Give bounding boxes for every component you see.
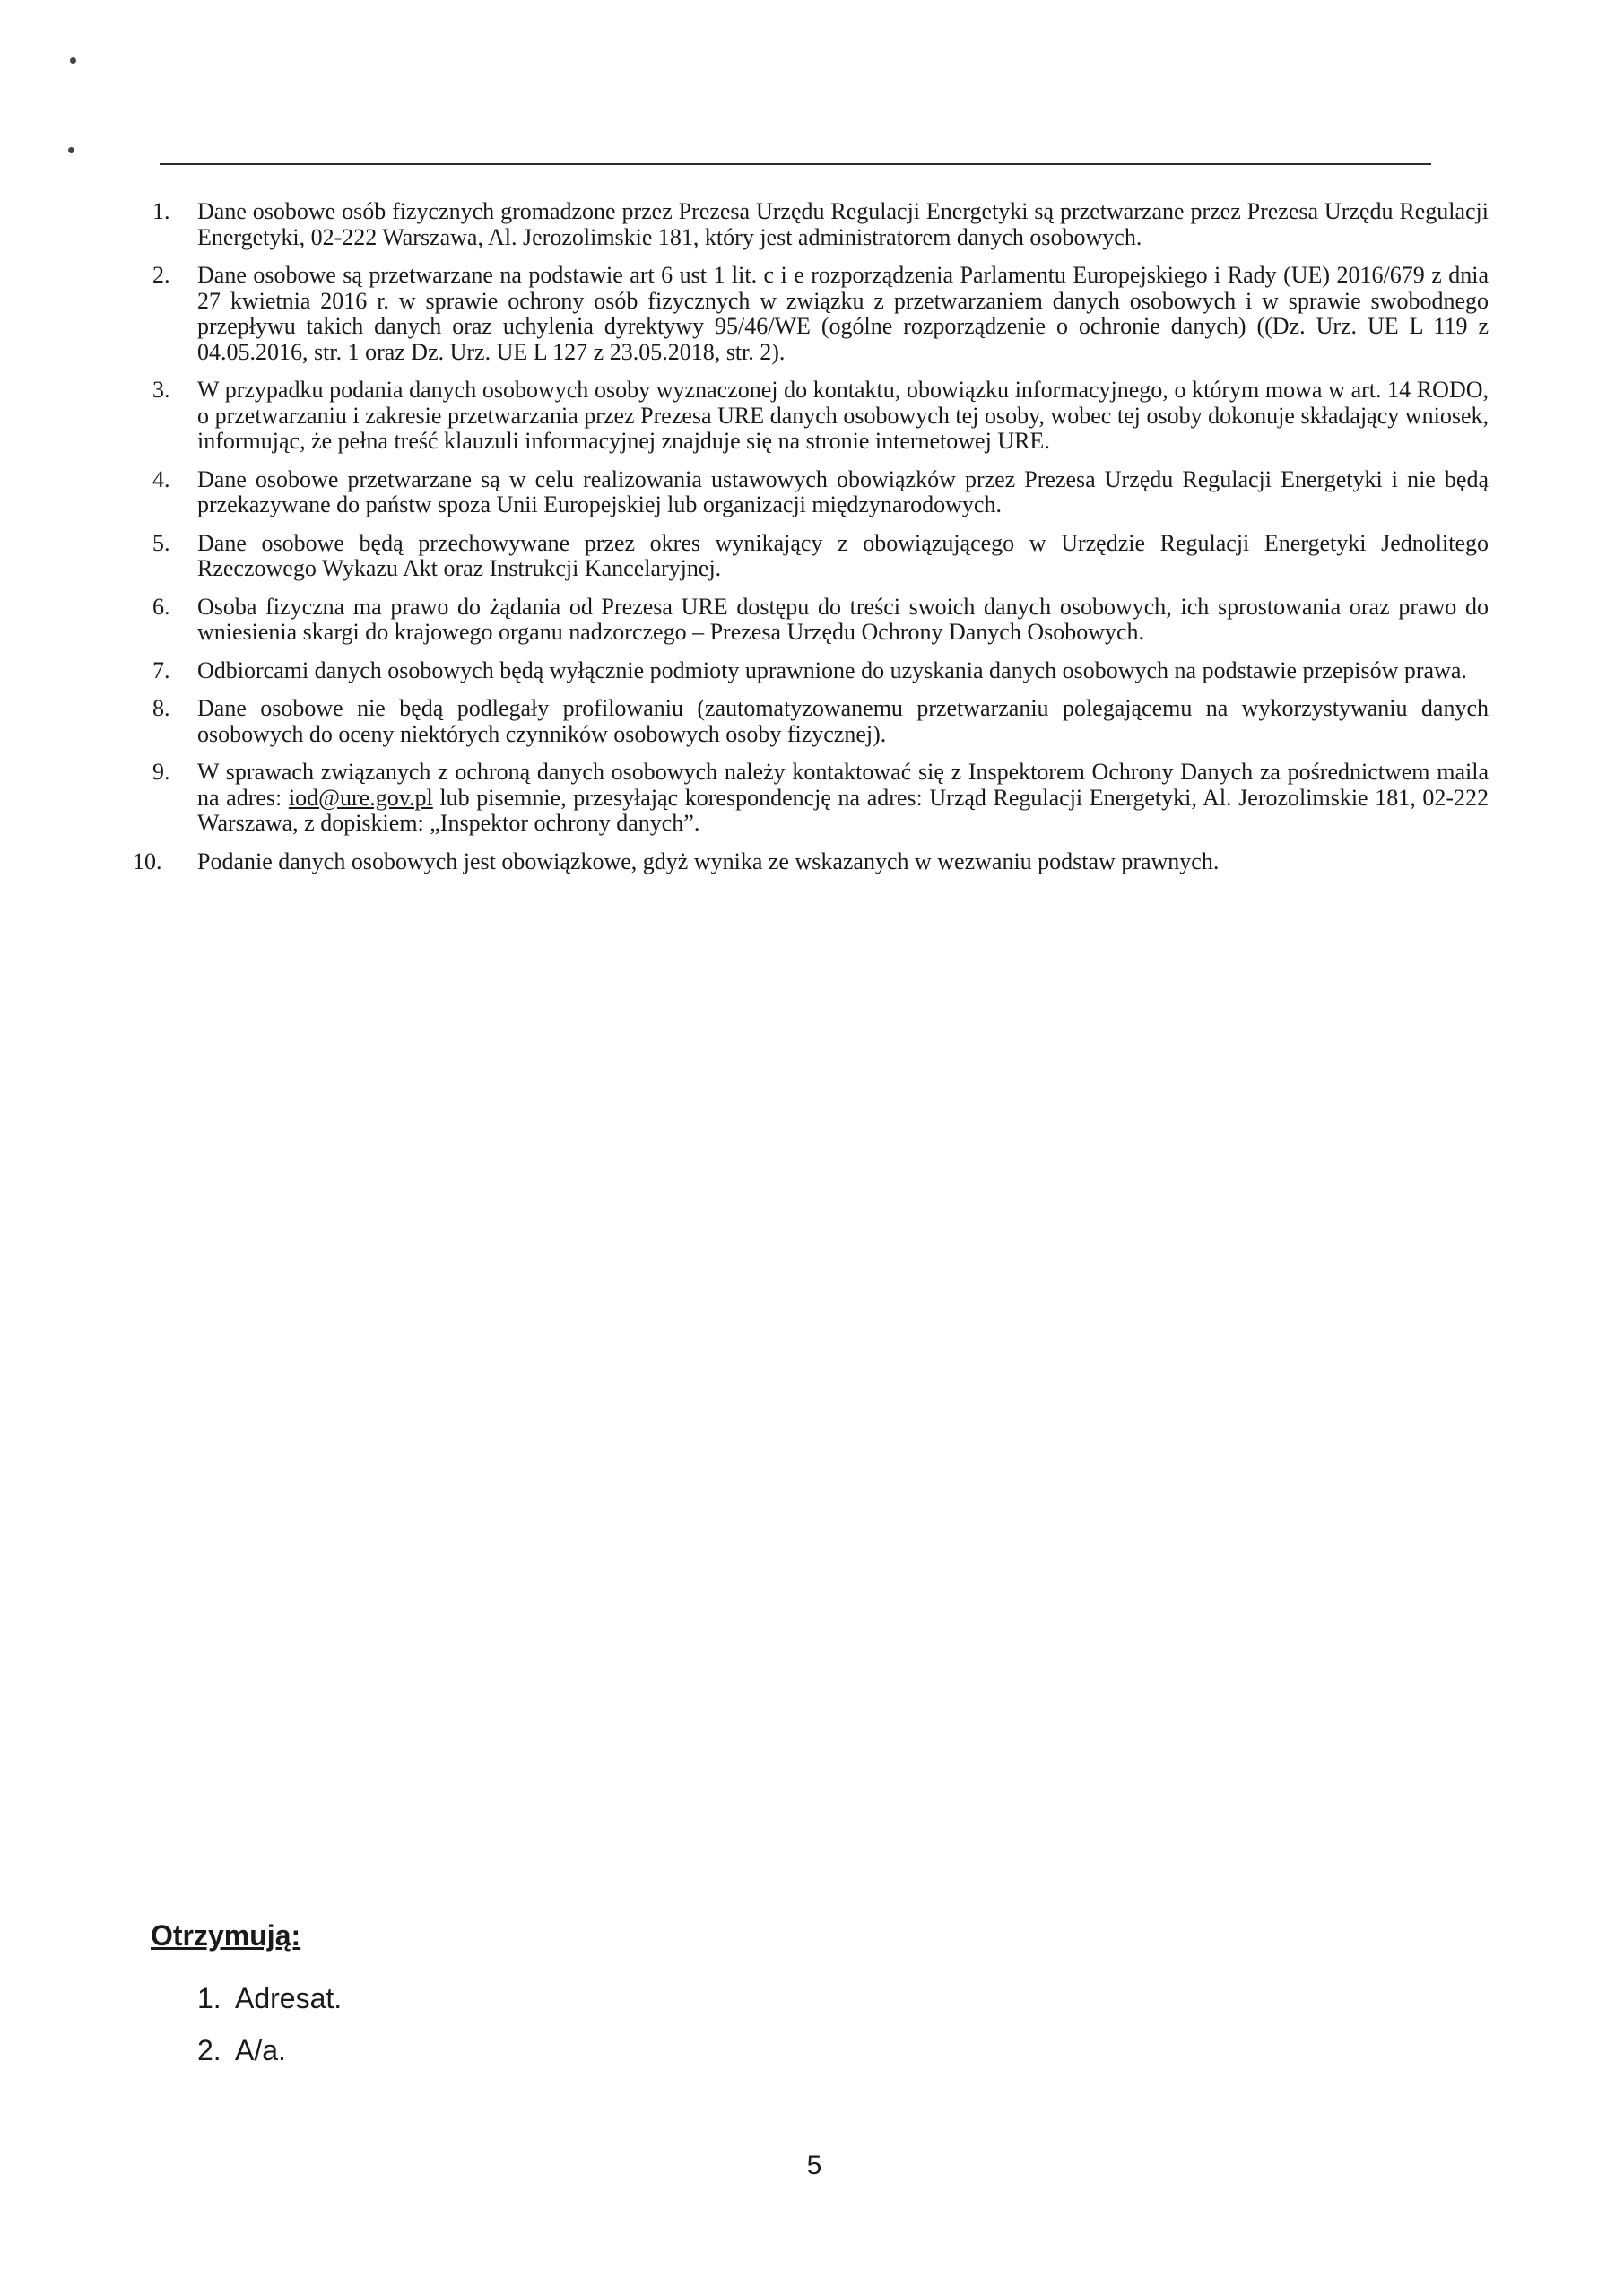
recipient-item [151,1972,689,2024]
clause-number: 9. [152,759,170,785]
scan-mark [70,57,76,64]
recipients-section [151,1919,689,2076]
clause-item [152,263,1489,365]
recipient-number: 2. [197,2034,221,2066]
clause-item [152,467,1489,518]
clause-text: Dane osobowe nie będą podlegały profilowaniu (zautomatyzowanemu przetwarzaniu polegającemu na wykorzystywaniu danych osobowych do oceny niektórych czynników osobowych osoby fizycznej). [197,695,1489,747]
information-clause-list [133,198,1489,887]
clause-number: 6. [152,593,170,620]
clause-number: 7. [152,657,170,683]
clause-item [152,696,1489,747]
clause-item [152,531,1489,582]
clause-text: Podanie danych osobowych jest obowiązkowe, gdyż wynika ze wskazanych w wezwaniu podstaw prawnych. [197,848,1220,874]
clause-item [152,760,1489,837]
clause-text-after-link: lub pisemnie, przesyłając korespondencję na adres: Urząd Regulacji Energetyki, Al. Jerozolimskie 181, 02-222 Warszawa, z dopiskiem: „Inspektor ochrony danych”. [197,784,1489,836]
recipient-item [151,2024,689,2076]
clause-text: Dane osobowe osób fizycznych gromadzone przez Prezesa Urzędu Regulacji Energetyki są przetwarzane przez Prezesa Urzędu Regulacji Energetyki, 02-222 Warszawa, Al. Jerozolimskie 181, który jest administratorem danych osobowych. [197,198,1489,250]
clause-text: Odbiorcami danych osobowych będą wyłącznie podmioty uprawnione do uzyskania danych osobowych na podstawie przepisów prawa. [197,657,1467,683]
recipient-text: A/a. [235,2034,286,2066]
clause-number: 8. [152,695,170,721]
clause-number: 4. [152,465,170,492]
clause-number: 2. [152,262,170,288]
clause-item [133,848,1489,875]
page-number: 5 [806,2151,822,2180]
clause-text: Dane osobowe przetwarzane są w celu realizowania ustawowych obowiązków przez Prezesa Urzędu Regulacji Energetyki i nie będą przekazywane do państw spoza Unii Europejskiej lub organizacji międzynarodowych. [197,465,1489,517]
clause-text: Dane osobowe będą przechowywane przez okres wynikający z obowiązującego w Urzędzie Regulacji Energetyki Jednolitego Rzeczowego Wykazu Akt oraz Instrukcji Kancelaryjnej. [197,529,1489,581]
email-link[interactable]: iod@ure.gov.pl [288,784,433,811]
recipient-text: Adresat. [235,1982,343,2014]
header-rule [160,163,1431,165]
recipient-number: 1. [197,1982,221,2014]
clause-number: 3. [152,377,170,403]
scan-mark [68,147,74,153]
clause-item [152,658,1489,684]
clause-text: Osoba fizyczna ma prawo do żądania od Prezesa URE dostępu do treści swoich danych osobowych, ich sprostowania oraz prawo do wniesienia skargi do krajowego organu nadzorczego – Prezesa Urzędu Ochrony Danych Osobowych. [197,593,1489,645]
clause-text: Dane osobowe są przetwarzane na podstawie art 6 ust 1 lit. c i e rozporządzenia Parlamentu Europejskiego i Rady (UE) 2016/679 z dnia 27 kwietnia 2016 r. w sprawie ochrony osób fizycznych w związku z przetwarzaniem danych osobowych i w sprawie swobodnego przepływu takich danych oraz uchylenia dyrektywy 95/46/WE (ogólne rozporządzenie o ochronie danych) ((Dz. Urz. UE L 119 z 04.05.2016, str. 1 oraz Dz. Urz. UE L 127 z 23.05.2018, str. 2). [197,262,1489,365]
clause-item [152,595,1489,646]
clause-item [152,378,1489,455]
clause-number: 10. [133,848,162,874]
recipients-list [151,1972,689,2076]
clause-number: 1. [152,198,170,224]
clause-item [152,199,1489,250]
clause-text: W przypadku podania danych osobowych osoby wyznaczonej do kontaktu, obowiązku informacyjnego, o którym mowa w art. 14 RODO, o przetwarzaniu i zakresie przetwarzania przez Prezesa URE danych osobowych tej osoby, wobec tej osoby dokonuje składający wniosek, informując, że pełna treść klauzuli informacyjnej znajduje się na stronie internetowej URE. [197,377,1489,454]
recipients-title: Otrzymują: [151,1919,301,1952]
clause-number: 5. [152,529,170,556]
clause-text-before-link: W sprawach związanych z ochroną danych osobowych należy kontaktować się z Inspektorem Ochrony Danych za pośrednictwem maila na adres: [197,759,1489,811]
